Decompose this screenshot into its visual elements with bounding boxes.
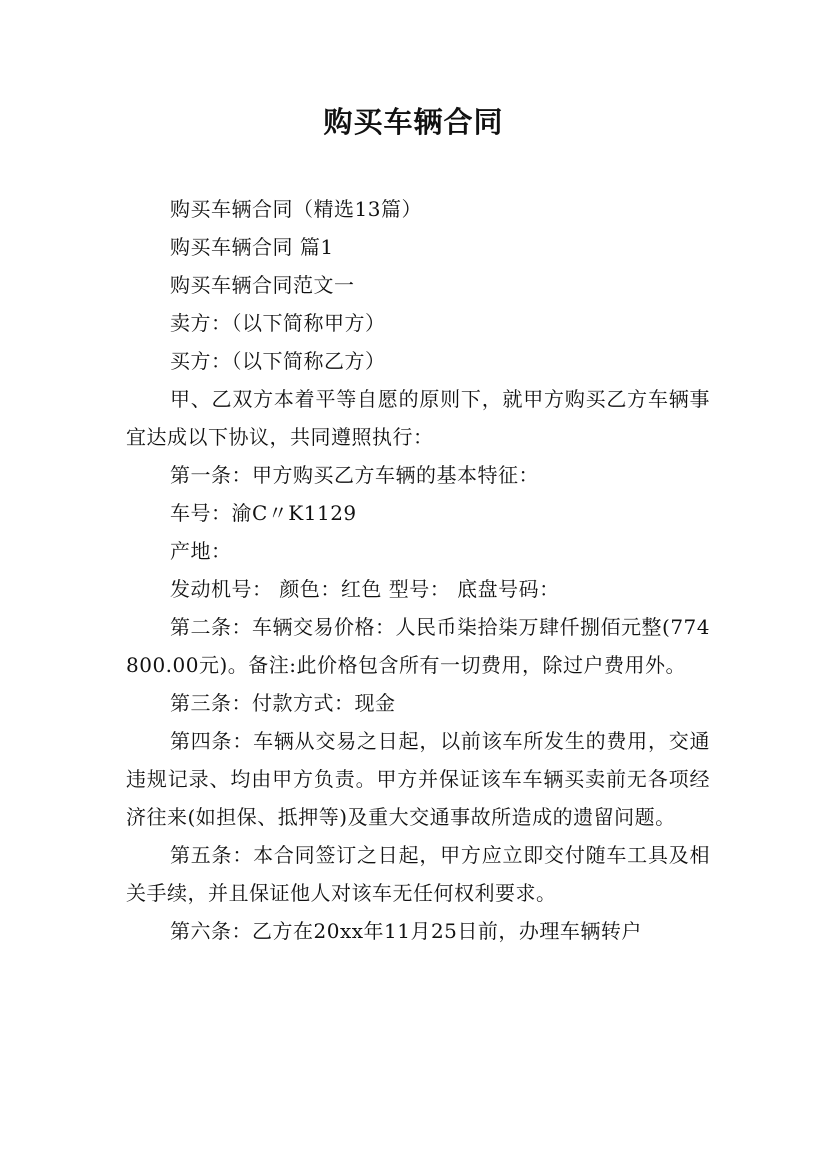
paragraph-article-2: 第二条：车辆交易价格：人民币柒拾柒万肆仟捌佰元整(774800.00元)。备注:此价格包含所有一切费用，除过户费用外。 xyxy=(126,615,710,677)
paragraph-preamble: 甲、乙双方本着平等自愿的原则下，就甲方购买乙方车辆事宜达成以下协议，共同遵照执行： xyxy=(126,387,710,449)
paragraph-article-3: 第三条：付款方式：现金 xyxy=(170,691,396,715)
document-title: 购买车辆合同 xyxy=(323,105,504,139)
paragraph-article-4: 第四条：车辆从交易之日起，以前该车所发生的费用，交通违规记录、均由甲方负责。甲方并保证该车车辆买卖前无各项经济往来(如担保、抵押等)及重大交通事故所造成的遗留问题。 xyxy=(126,729,710,829)
paragraph-article-5: 第五条：本合同签订之日起，甲方应立即交付随车工具及相关手续，并且保证他人对该车无任何权利要求。 xyxy=(126,843,710,905)
document-body xyxy=(126,190,710,950)
paragraph-article-1: 第一条：甲方购买乙方车辆的基本特征： xyxy=(170,463,539,487)
paragraph-seller: 卖方：（以下简称甲方） xyxy=(170,311,386,335)
paragraph-buyer: 买方：（以下简称乙方） xyxy=(170,349,386,373)
paragraph-sample-heading: 购买车辆合同范文一 xyxy=(170,273,355,297)
paragraph-subtitle: 购买车辆合同（精选13篇） xyxy=(170,197,422,221)
paragraph-article-6: 第六条：乙方在20xx年11月25日前，办理车辆转户 xyxy=(170,919,642,943)
paragraph-origin: 产地： xyxy=(170,539,232,563)
paragraph-plate-number: 车号：渝C〃K1129 xyxy=(170,501,357,525)
paragraph-vehicle-details: 发动机号： 颜色：红色 型号： 底盘号码： xyxy=(170,577,560,601)
paragraph-section-heading: 购买车辆合同 篇1 xyxy=(170,235,334,259)
